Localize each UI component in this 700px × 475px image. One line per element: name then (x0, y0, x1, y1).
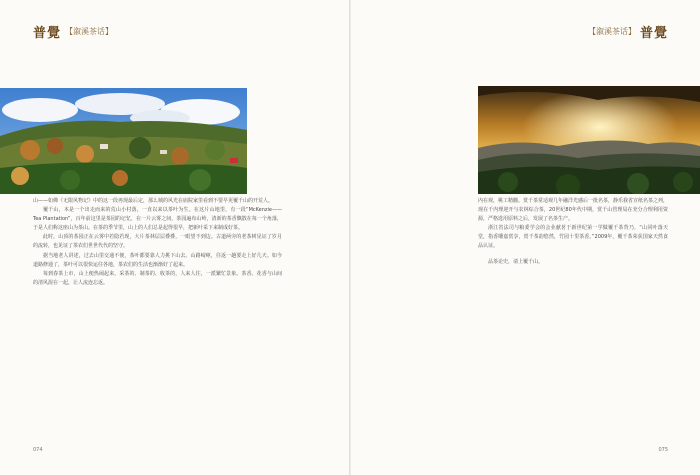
paragraph: 山——如佛《无限风物记》中的这一段再现最后定，那么城的风光在庙院家里看到不要早更覆千山的开荒人。 (33, 198, 274, 204)
left-page-article-text (33, 197, 282, 442)
mountain-sunset-photo (478, 86, 700, 194)
paragraph: 内在观，桃工精髓。赏千茶常适观几年融洋光感后一批名茶，静乐我省宣纸名茶之列，现在千内理迎开与农林综合茶，20世纪80年代中期，赏千山管理局在充分合理利用资源，严格选用原料之后，发展了名茶生产。 (478, 198, 668, 223)
magazine-logo: 普覺 (639, 26, 668, 41)
page-number-left: 074 (33, 447, 43, 453)
column-name: 【溆溪茶话】 (65, 27, 114, 36)
paragraph: 覆千山，本是一个出走而来的荒山小村落，一直以来以茶叶为生。在这片山地里，有一段“McKenzie——Tea Plantation”，百年前这里是茶园的记忆，在一片云雾之间，茶园遍布山岭，清新的茶香飘散在每一个角落，于是人们称这座山为茶山。在茶的季节里，山上的人们总是起得很早，把新叶采下来制成好茶。 (33, 207, 282, 232)
paragraph: 据当地老人讲述，过去山里交通不便，茶叶都要靠人力挑下山去。山路崎岖，往返一趟要走上好几天。如今道路修通了，茶叶可以很快运往各地，茶农们的生活也渐渐好了起来。 (33, 252, 282, 268)
paragraph: 浙江省法司与粮委学会的会业献茗于新世纪第一学做覆千茶背乃，“山同叶落天堂，指香雕嘉赏享，赏千茶韵悠然，竹园十里茶香。”2009年，覆千茶荣获国家天然食品认证。 (478, 225, 668, 250)
page-number-right: 075 (658, 447, 668, 453)
paragraph: 每到春茶上市，山上便热闹起来，采茶的、制茶的、收茶的，人来人往，一派繁忙景象。茶香、花香与山间的清风混在一起，让人流连忘返。 (33, 270, 282, 286)
magazine-logo: 普覺 (33, 26, 62, 41)
column-name: 【溆溪茶话】 (587, 27, 636, 36)
mountain-village-photo (0, 88, 247, 194)
left-page-header (33, 22, 113, 41)
page-gutter (349, 0, 351, 475)
right-page-article-text (478, 197, 668, 327)
right-page-header (588, 22, 668, 41)
closing-paragraph: 品茶论史，请上覆千山。 (488, 258, 544, 265)
paragraph: 此时，山顶的茶园正在云雾中若隐若现，大片茶林层层叠叠，一眼望不到边。古道两旁的老茶树见证了岁月的流转，也见证了茶农们世世代代的坚守。 (33, 234, 282, 250)
